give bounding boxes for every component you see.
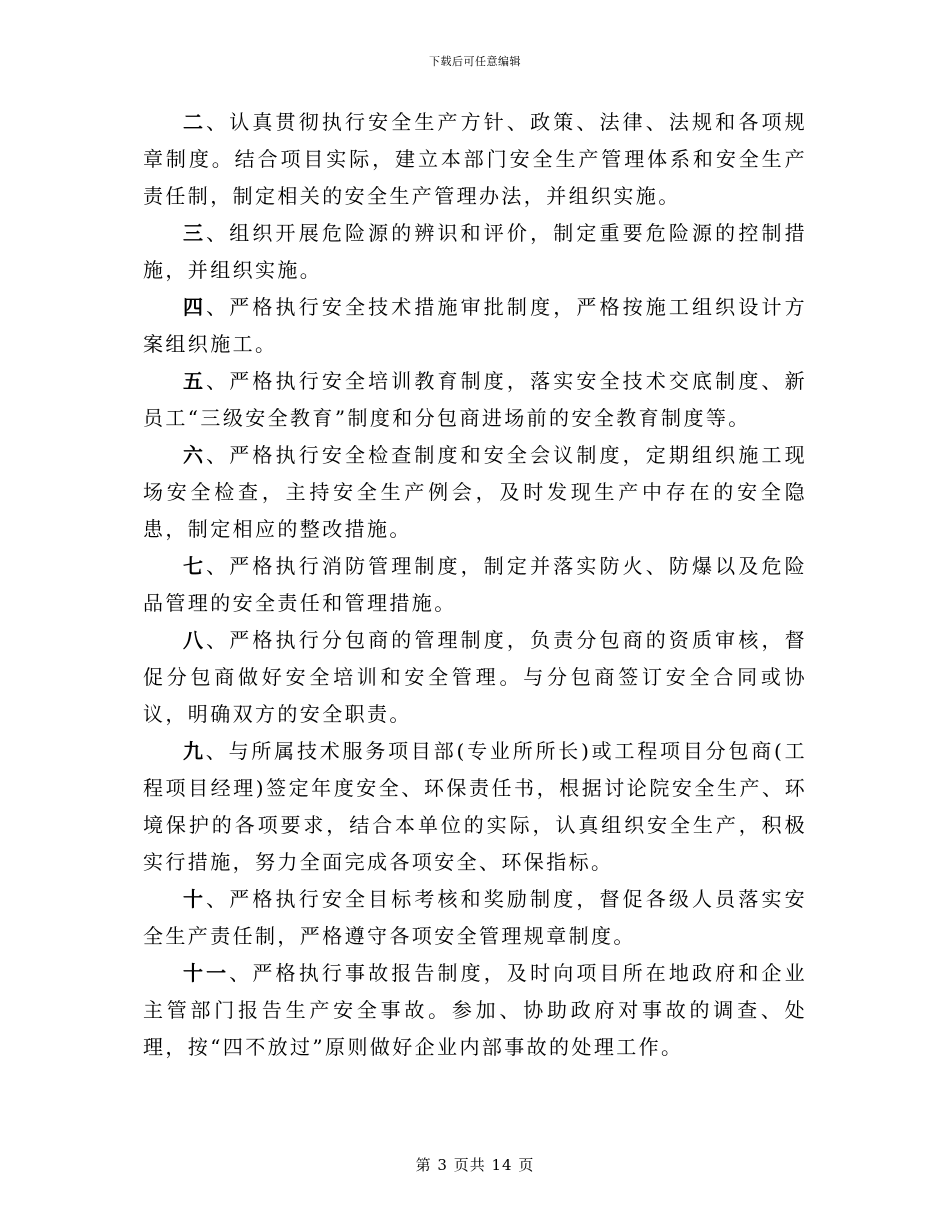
paragraph-text: 、严格执行事故报告制度，及时向项目所在地政府和企业主管部门报告生产安全事故。参加、协助政府对事故的调查、处理，按“四不放过”原则做好企业内部事故的处理工作。 bbox=[143, 961, 807, 1059]
paragraph-number: 七 bbox=[183, 554, 207, 578]
paragraph-item-5 bbox=[143, 363, 807, 437]
paragraph-number: 十一 bbox=[183, 961, 230, 985]
paragraph-item-9 bbox=[143, 733, 807, 881]
paragraph-text: 、认真贯彻执行安全生产方针、政策、法律、法规和各项规章制度。结合项目实际，建立本部门安全生产管理体系和安全生产责任制，制定相关的安全生产管理办法，并组织实施。 bbox=[143, 110, 807, 208]
paragraph-text: 、与所属技术服务项目部(专业所所长)或工程项目分包商(工程项目经理)签定年度安全、环保责任书，根据讨论院安全生产、环境保护的各项要求，结合本单位的实际，认真组织安全生产，积极实行措施，努力全面完成各项安全、环保指标。 bbox=[143, 739, 807, 874]
paragraph-number: 二 bbox=[183, 110, 207, 134]
paragraph-text: 、严格执行安全检查制度和安全会议制度，定期组织施工现场安全检查，主持安全生产例会，及时发现生产中存在的安全隐患，制定相应的整改措施。 bbox=[143, 443, 807, 541]
paragraph-text: 、严格执行安全目标考核和奖励制度，督促各级人员落实安全生产责任制，严格遵守各项安全管理规章制度。 bbox=[143, 887, 807, 948]
paragraph-item-6 bbox=[143, 437, 807, 548]
paragraph-number: 三 bbox=[183, 221, 207, 245]
paragraph-text: 、严格执行分包商的管理制度，负责分包商的资质审核，督促分包商做好安全培训和安全管理。与分包商签订安全合同或协议，明确双方的安全职责。 bbox=[143, 628, 807, 726]
paragraph-number: 八 bbox=[183, 628, 207, 652]
paragraph-item-3 bbox=[143, 215, 807, 289]
paragraph-text: 、组织开展危险源的辨识和评价，制定重要危险源的控制措施，并组织实施。 bbox=[143, 221, 807, 282]
paragraph-item-7 bbox=[143, 548, 807, 622]
paragraph-item-4 bbox=[143, 289, 807, 363]
paragraph-number: 十 bbox=[183, 887, 207, 911]
paragraph-number: 六 bbox=[183, 443, 207, 467]
paragraph-item-10 bbox=[143, 881, 807, 955]
paragraph-number: 五 bbox=[183, 369, 207, 393]
paragraph-text: 、严格执行消防管理制度，制定并落实防火、防爆以及危险品管理的安全责任和管理措施。 bbox=[143, 554, 807, 615]
paragraph-item-8 bbox=[143, 622, 807, 733]
paragraph-text: 、严格执行安全培训教育制度，落实安全技术交底制度、新员工“三级安全教育”制度和分包商进场前的安全教育制度等。 bbox=[143, 369, 807, 430]
page-number-footer: 第 3 页共 14 页 bbox=[415, 1156, 535, 1174]
paragraph-item-2 bbox=[143, 104, 807, 215]
paragraph-text: 、严格执行安全技术措施审批制度，严格按施工组织设计方案组织施工。 bbox=[143, 295, 807, 356]
paragraph-item-11 bbox=[143, 955, 807, 1066]
paragraph-number: 九 bbox=[183, 739, 206, 763]
document-body bbox=[143, 104, 807, 1066]
paragraph-number: 四 bbox=[183, 295, 207, 319]
page-header-note: 下载后可任意编辑 bbox=[429, 55, 521, 68]
